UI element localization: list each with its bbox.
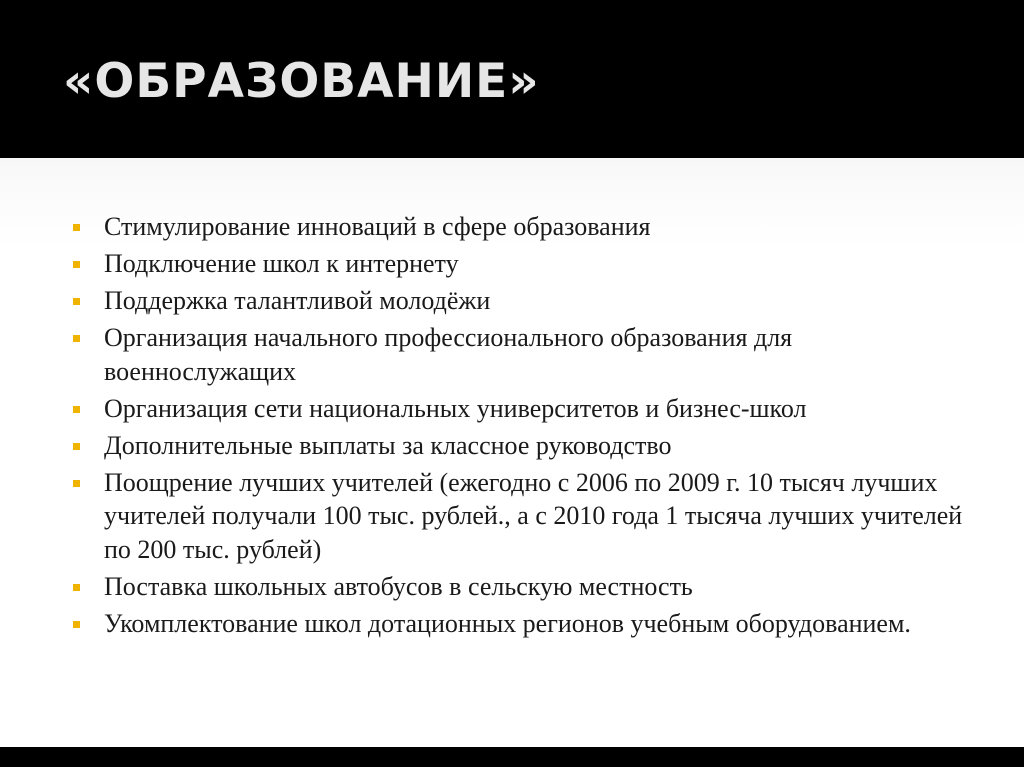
bullet-list (70, 210, 970, 644)
bullet-text: Поощрение лучших учителей (ежегодно с 2006 по 2009 г. 10 тысяч лучших учителей получали 100 тыс. рублей., а с 2010 года 1 тысяча лучших учителей по 200 тыс. рублей) (104, 467, 963, 564)
list-item (70, 429, 970, 463)
square-bullet-icon (73, 406, 80, 413)
bullet-text: Дополнительные выплаты за классное руководство (104, 430, 672, 460)
bullet-text: Поставка школьных автобусов в сельскую местность (104, 571, 693, 601)
bullet-text: Поддержка талантливой молодёжи (104, 286, 491, 315)
list-item (70, 284, 970, 318)
list-item (70, 607, 970, 641)
bullet-text: Организация сети национальных университетов и бизнес-школ (104, 393, 807, 423)
list-item (70, 570, 970, 604)
slide-title: «ОБРАЗОВАНИЕ» (63, 54, 540, 109)
title-bar (0, 0, 1024, 158)
bullet-text: Организация начального профессионального образования для военнослужащих (104, 323, 793, 386)
square-bullet-icon (73, 621, 80, 628)
square-bullet-icon (73, 298, 80, 305)
list-item (70, 321, 970, 388)
content-area (0, 158, 1024, 747)
bottom-band (0, 747, 1024, 767)
bullet-text: Укомплектование школ дотационных регионов учебным оборудованием. (104, 608, 911, 638)
square-bullet-icon (73, 261, 80, 268)
list-item (70, 247, 970, 281)
square-bullet-icon (73, 480, 80, 487)
square-bullet-icon (73, 335, 80, 342)
square-bullet-icon (73, 443, 80, 450)
square-bullet-icon (73, 584, 80, 591)
bullet-text: Стимулирование инноваций в сфере образования (104, 212, 651, 241)
list-item (70, 466, 970, 567)
list-item (70, 210, 970, 244)
square-bullet-icon (73, 224, 80, 231)
list-item (70, 392, 970, 426)
bullet-text: Подключение школ к интернету (104, 249, 459, 278)
